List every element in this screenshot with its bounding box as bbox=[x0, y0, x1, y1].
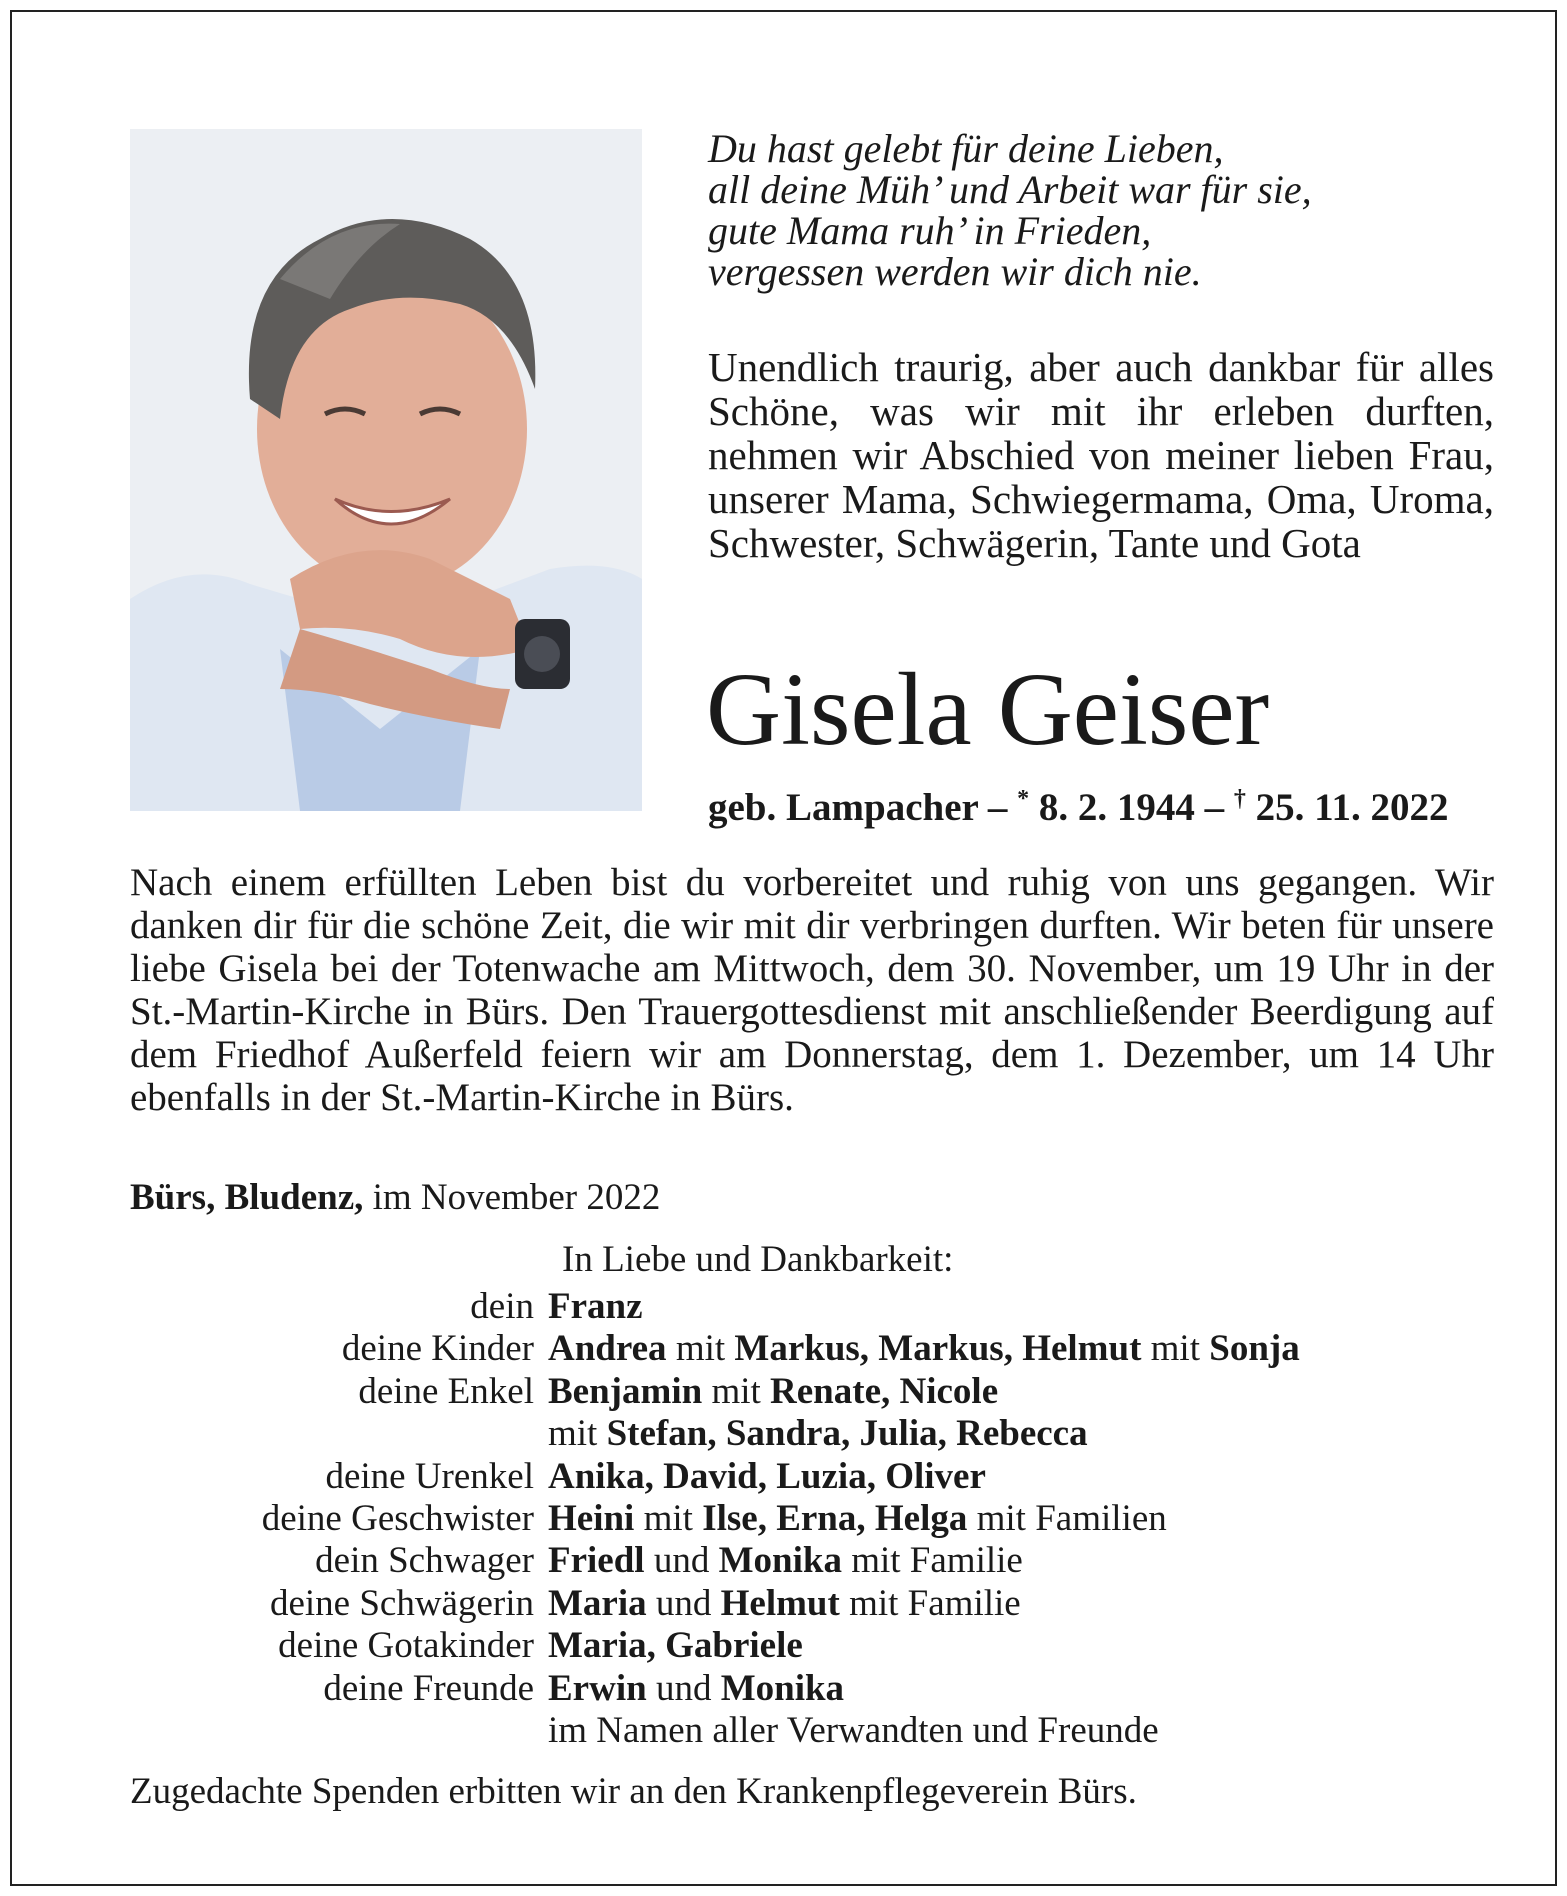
life-dates: geb. Lampacher – * 8. 2. 1944 – † 25. 11. 2022 bbox=[708, 786, 1449, 829]
family-row bbox=[130, 1328, 1300, 1370]
family-row bbox=[130, 1371, 1300, 1413]
family-names bbox=[548, 1328, 1300, 1370]
family-relation: dein Schwager bbox=[315, 1540, 534, 1582]
family-member-name: Markus, Markus, Helmut bbox=[734, 1328, 1142, 1370]
family-connector: mit bbox=[634, 1497, 703, 1539]
family-row bbox=[130, 1286, 1300, 1328]
family-names bbox=[548, 1583, 1021, 1625]
family-row bbox=[130, 1625, 1300, 1667]
family-member-name: Monika bbox=[718, 1540, 842, 1582]
portrait-photo bbox=[130, 129, 642, 811]
poem-line: vergessen werden wir dich nie. bbox=[708, 249, 1202, 294]
family-member-name: Friedl bbox=[548, 1540, 645, 1582]
family-member-name: Anika, David, Luzia, Oliver bbox=[548, 1455, 986, 1497]
death-date: 25. 11. 2022 bbox=[1255, 786, 1449, 829]
family-connector: mit bbox=[1141, 1328, 1210, 1370]
family-relation: deine Kinder bbox=[341, 1328, 534, 1370]
funeral-details: Nach einem erfüllten Leben bist du vorbereitet und ruhig von uns gegangen. Wir danken dir für die schöne Zeit, die wir mit dir verbringen durften. Wir beten für unsere liebe Gisela bei der Totenwache am Mittwoch, dem 30. November, um 19 Uhr in der St.-Martin-Kirche in Bürs. Den Trauergottesdienst mit anschließender Beerdigung auf dem Friedhof Außerfeld feiern wir am Donnerstag, dem 1. Dezember, um 14 Uhr ebenfalls in der St.-Martin-Kirche in Bürs. bbox=[130, 861, 1494, 1119]
family-row bbox=[130, 1456, 1300, 1498]
family-names bbox=[548, 1371, 998, 1413]
family-row bbox=[130, 1540, 1300, 1582]
family-relation: deine Urenkel bbox=[325, 1455, 534, 1497]
family-row bbox=[130, 1668, 1300, 1710]
family-member-name: Sonja bbox=[1209, 1328, 1300, 1370]
deceased-name: Gisela Geiser bbox=[706, 652, 1270, 767]
family-names bbox=[548, 1540, 1023, 1582]
family-member-name: Erwin bbox=[548, 1667, 647, 1709]
family-member-name: Stefan, Sandra, Julia, Rebecca bbox=[606, 1413, 1088, 1455]
family-member-name: Benjamin bbox=[548, 1370, 703, 1412]
family-names bbox=[548, 1498, 1167, 1540]
family-member-name: Monika bbox=[720, 1667, 845, 1709]
family-relation bbox=[130, 1710, 548, 1752]
family-relation: dein bbox=[470, 1286, 534, 1327]
family-connector: im Namen aller Verwandten und Freunde bbox=[548, 1709, 1159, 1751]
family-names bbox=[548, 1286, 643, 1328]
family-member-name: Andrea bbox=[548, 1328, 667, 1370]
family-row bbox=[130, 1710, 1300, 1752]
family-names bbox=[548, 1456, 986, 1498]
family-row bbox=[130, 1498, 1300, 1540]
poem bbox=[708, 128, 1468, 292]
family-member-name: Heini bbox=[548, 1497, 635, 1539]
family-connector: und bbox=[646, 1667, 721, 1709]
poem-line: gute Mama ruh’ in Frieden, bbox=[708, 208, 1152, 253]
place-towns: Bürs, Bludenz, bbox=[130, 1177, 364, 1218]
thanks-heading: In Liebe und Dankbarkeit: bbox=[562, 1239, 954, 1280]
family-member-name: Maria, Gabriele bbox=[548, 1625, 803, 1667]
family-relation bbox=[130, 1413, 548, 1455]
poem-line: Du hast gelebt für deine Lieben, bbox=[708, 126, 1224, 171]
family-connector: mit Familie bbox=[841, 1540, 1023, 1582]
intro-text: Unendlich traurig, aber auch dankbar für alles Schöne, was wir mit ihr erleben durften, nehmen wir Abschied von meiner lieben Frau, unserer Mama, Schwiegermama, Oma, Uroma, Schwester, Schwägerin, Tante und Gota bbox=[708, 344, 1494, 566]
family-names bbox=[548, 1413, 1088, 1455]
family-connector: mit Familie bbox=[839, 1582, 1021, 1624]
family-names bbox=[548, 1710, 1159, 1752]
family-member-name: Franz bbox=[548, 1286, 643, 1327]
donation-note: Zugedachte Spenden erbitten wir an den Krankenpflegeverein Bürs. bbox=[130, 1771, 1137, 1812]
family-row bbox=[130, 1413, 1300, 1455]
family-names bbox=[548, 1625, 803, 1667]
family-relation: deine Freunde bbox=[323, 1667, 534, 1709]
family-connector: und bbox=[644, 1540, 719, 1582]
poem-line: all deine Müh’ und Arbeit war für sie, bbox=[708, 167, 1312, 212]
family-member-name: Ilse, Erna, Helga bbox=[702, 1497, 968, 1539]
family-relation: deine Schwägerin bbox=[269, 1582, 534, 1624]
family-relation: deine Geschwister bbox=[261, 1497, 534, 1539]
place-month: im November 2022 bbox=[372, 1177, 661, 1218]
family-relation: deine Gotakinder bbox=[278, 1625, 534, 1667]
family-list bbox=[130, 1286, 1300, 1752]
birth-date: 8. 2. 1944 bbox=[1038, 786, 1195, 829]
family-member-name: Helmut bbox=[720, 1582, 840, 1624]
family-connector: mit bbox=[702, 1370, 771, 1412]
birth-name: geb. Lampacher bbox=[708, 786, 979, 829]
family-row bbox=[130, 1583, 1300, 1625]
family-names bbox=[548, 1668, 844, 1710]
family-connector: mit bbox=[548, 1413, 607, 1455]
family-relation: deine Enkel bbox=[358, 1370, 534, 1412]
family-member-name: Maria bbox=[548, 1582, 647, 1624]
family-connector: mit Familien bbox=[967, 1497, 1167, 1539]
family-connector: und bbox=[646, 1582, 721, 1624]
place-date bbox=[130, 1176, 660, 1220]
family-member-name: Renate, Nicole bbox=[770, 1370, 999, 1412]
family-connector: mit bbox=[666, 1328, 735, 1370]
